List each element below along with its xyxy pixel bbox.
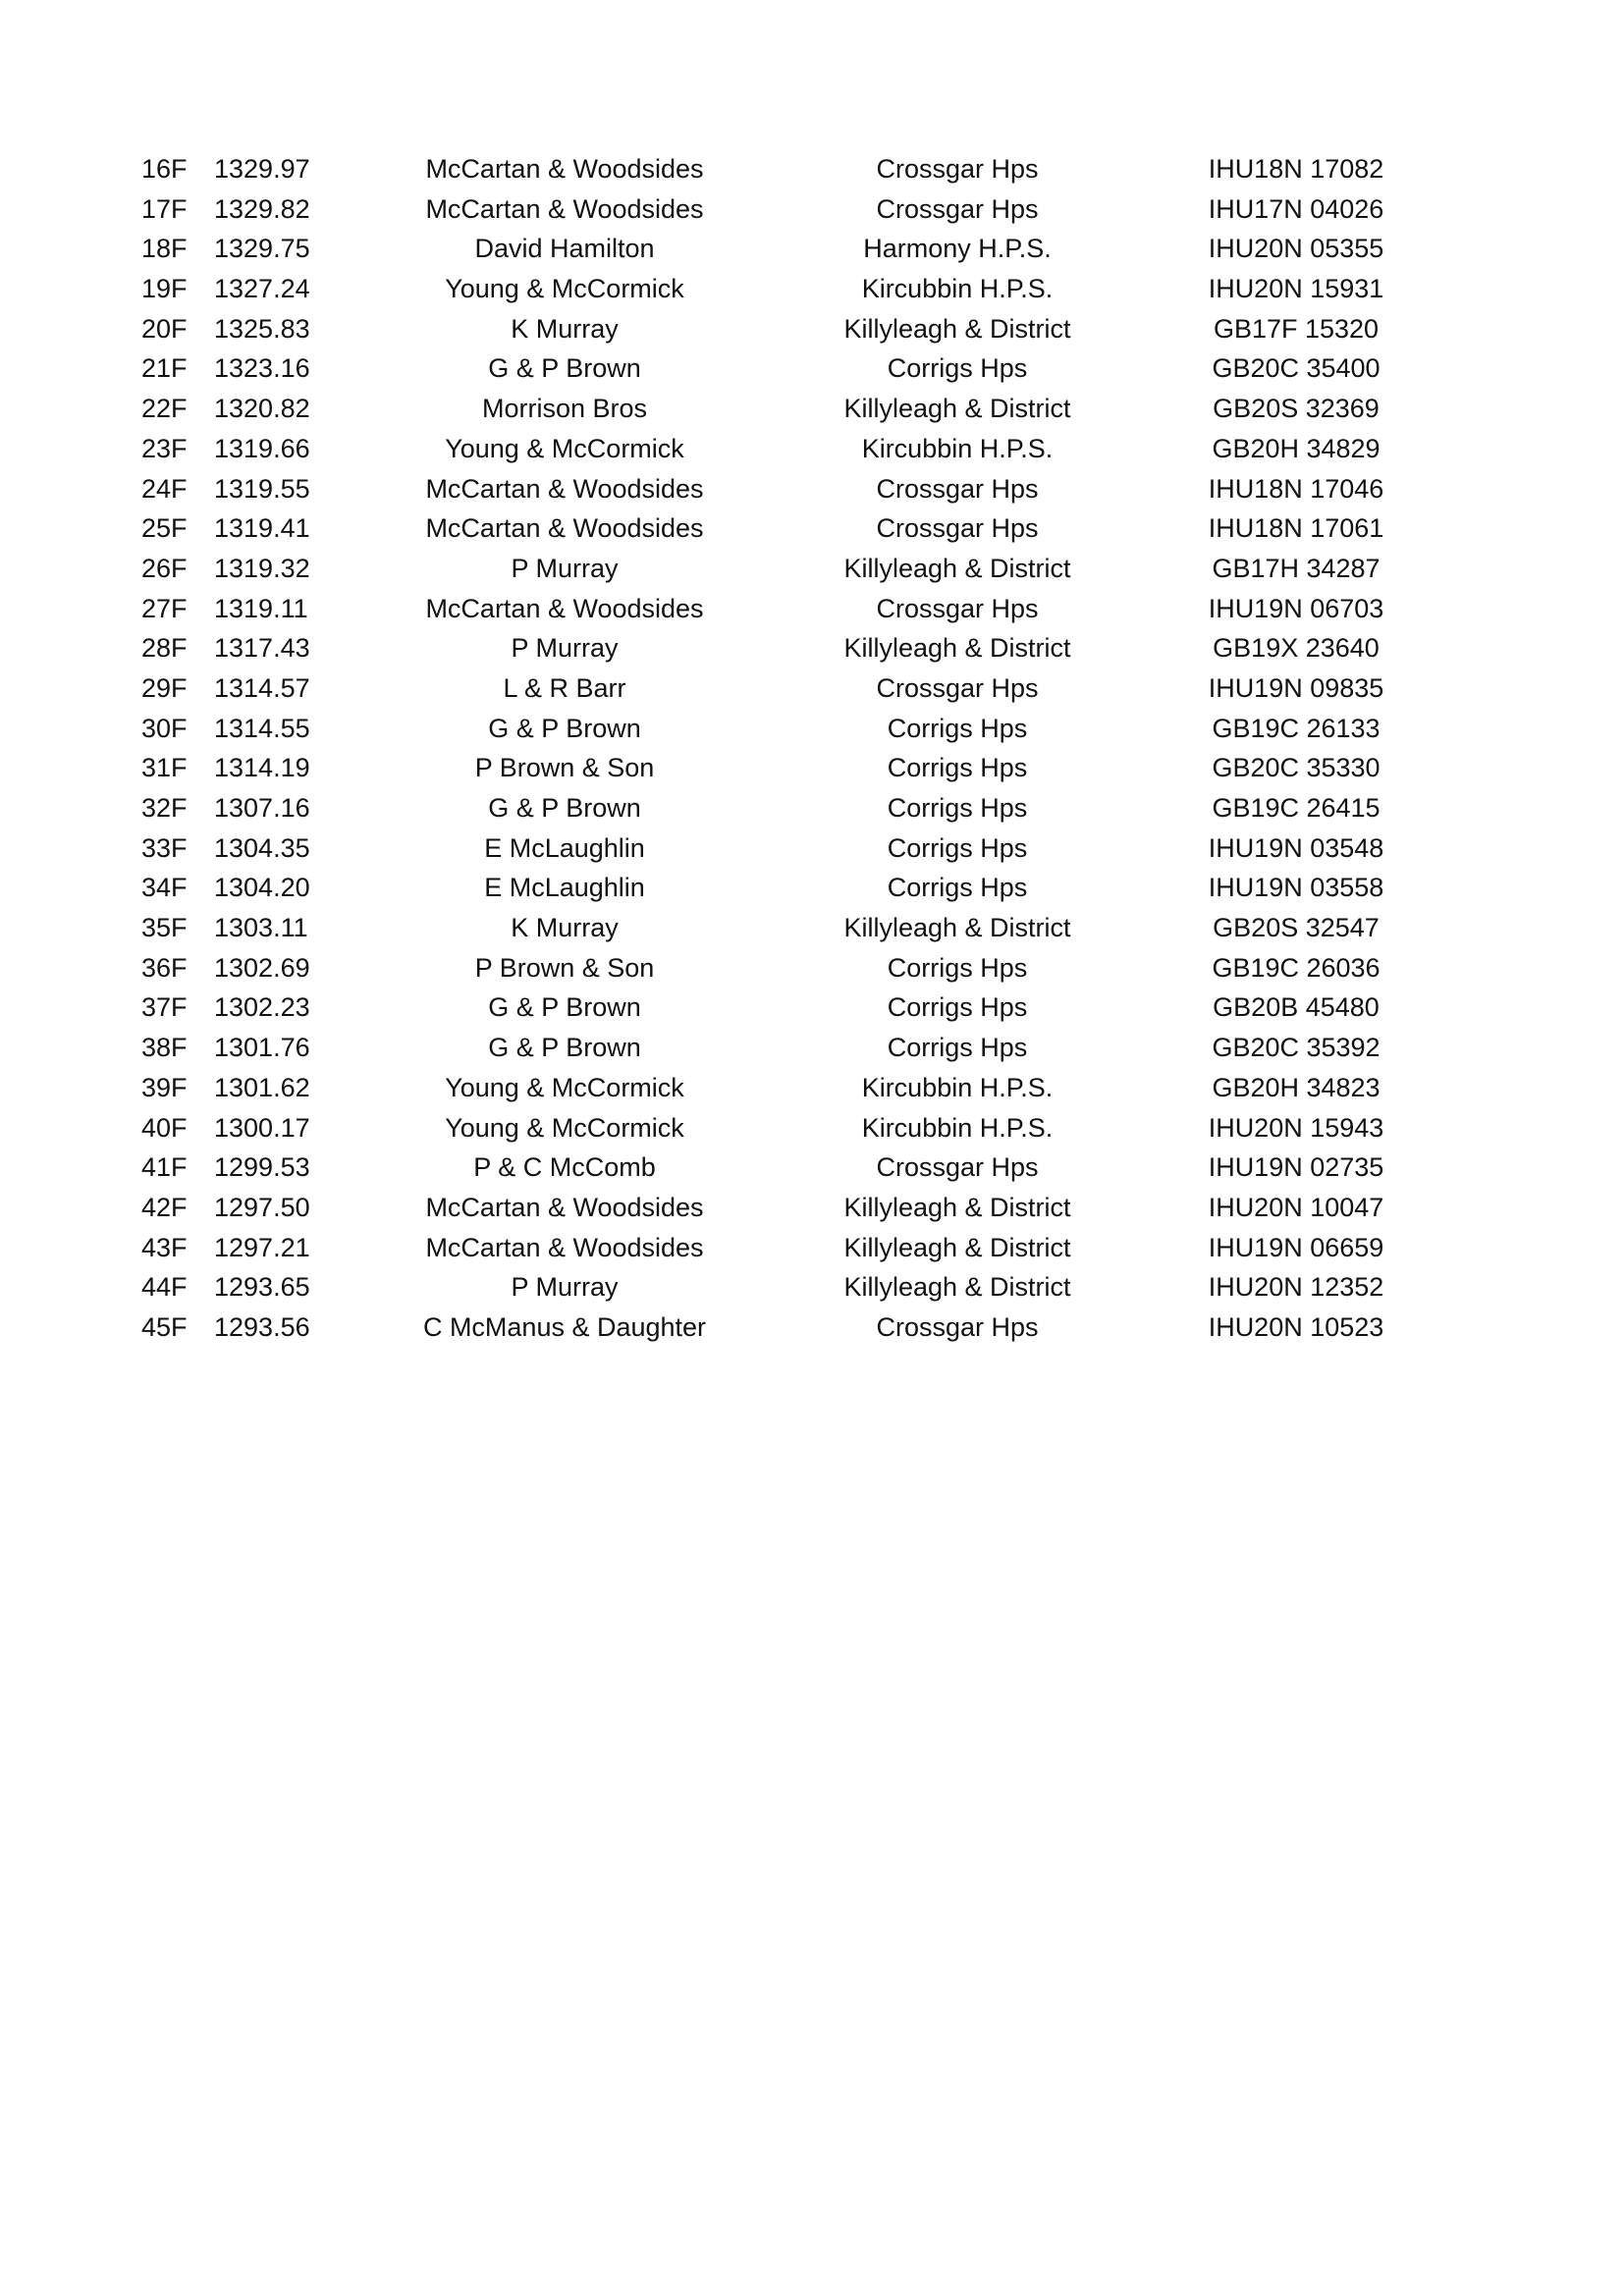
ring-number-cell: GB20S 32369 bbox=[1213, 394, 1380, 424]
table-row bbox=[128, 868, 1384, 908]
velocity-cell: 1304.35 bbox=[214, 832, 310, 863]
position-cell: 23F bbox=[141, 433, 188, 463]
position-cell: 21F bbox=[141, 353, 188, 384]
velocity-cell: 1319.32 bbox=[214, 553, 310, 583]
ring-number-cell: IHU19N 03558 bbox=[1208, 873, 1384, 903]
club-cell: Corrigs Hps bbox=[887, 793, 1028, 823]
velocity-cell: 1319.55 bbox=[214, 473, 310, 504]
velocity-cell: 1327.24 bbox=[214, 274, 310, 304]
table-row bbox=[128, 668, 1384, 709]
table-row bbox=[128, 589, 1384, 629]
velocity-cell: 1325.83 bbox=[214, 313, 310, 344]
club-cell: Corrigs Hps bbox=[887, 873, 1028, 903]
position-cell: 24F bbox=[141, 473, 188, 504]
ring-number-cell: GB20C 35330 bbox=[1212, 753, 1380, 783]
velocity-cell: 1301.62 bbox=[214, 1072, 310, 1102]
fancier-name-cell: David Hamilton bbox=[474, 234, 655, 264]
club-cell: Corrigs Hps bbox=[887, 832, 1028, 863]
table-row bbox=[128, 1188, 1384, 1228]
velocity-cell: 1299.53 bbox=[214, 1152, 310, 1183]
table-row bbox=[128, 149, 1384, 189]
ring-number-cell: GB19C 26415 bbox=[1212, 793, 1380, 823]
velocity-cell: 1329.75 bbox=[214, 234, 310, 264]
club-cell: Kircubbin H.P.S. bbox=[861, 1072, 1054, 1102]
club-cell: Crossgar Hps bbox=[876, 672, 1039, 703]
ring-number-cell: IHU18N 17061 bbox=[1208, 513, 1384, 544]
table-row bbox=[128, 1267, 1384, 1308]
fancier-name-cell: Morrison Bros bbox=[481, 394, 648, 424]
club-cell: Crossgar Hps bbox=[876, 193, 1039, 224]
fancier-name-cell: C McManus & Daughter bbox=[422, 1311, 707, 1342]
position-cell: 28F bbox=[141, 633, 188, 664]
fancier-name-cell: P Brown & Son bbox=[474, 952, 655, 983]
fancier-name-cell: G & P Brown bbox=[488, 353, 641, 384]
position-cell: 43F bbox=[141, 1232, 188, 1262]
fancier-name-cell: G & P Brown bbox=[488, 793, 641, 823]
fancier-name-cell: P Murray bbox=[511, 1272, 619, 1303]
club-cell: Kircubbin H.P.S. bbox=[861, 433, 1054, 463]
ring-number-cell: GB17F 15320 bbox=[1213, 313, 1380, 344]
position-cell: 39F bbox=[141, 1072, 188, 1102]
fancier-name-cell: P & C McComb bbox=[473, 1152, 656, 1183]
fancier-name-cell: K Murray bbox=[511, 913, 619, 943]
position-cell: 35F bbox=[141, 913, 188, 943]
velocity-cell: 1303.11 bbox=[214, 913, 308, 943]
velocity-cell: 1293.65 bbox=[214, 1272, 310, 1303]
velocity-cell: 1302.23 bbox=[214, 992, 310, 1023]
velocity-cell: 1314.19 bbox=[214, 753, 310, 783]
position-cell: 27F bbox=[141, 593, 188, 623]
fancier-name-cell: McCartan & Woodsides bbox=[425, 593, 704, 623]
velocity-cell: 1300.17 bbox=[214, 1112, 310, 1143]
position-cell: 29F bbox=[141, 672, 188, 703]
position-cell: 38F bbox=[141, 1033, 188, 1063]
table-row bbox=[128, 1108, 1384, 1148]
velocity-cell: 1320.82 bbox=[214, 394, 310, 424]
fancier-name-cell: G & P Brown bbox=[488, 713, 641, 743]
velocity-cell: 1307.16 bbox=[214, 793, 310, 823]
position-cell: 20F bbox=[141, 313, 188, 344]
ring-number-cell: IHU19N 06659 bbox=[1208, 1232, 1384, 1262]
fancier-name-cell: E McLaughlin bbox=[484, 832, 645, 863]
table-row bbox=[128, 948, 1380, 988]
fancier-name-cell: P Murray bbox=[511, 553, 619, 583]
table-row bbox=[128, 508, 1384, 549]
ring-number-cell: IHU20N 12352 bbox=[1208, 1272, 1384, 1303]
table-row bbox=[128, 1068, 1380, 1108]
club-cell: Corrigs Hps bbox=[887, 713, 1028, 743]
ring-number-cell: GB20C 35400 bbox=[1212, 353, 1380, 384]
table-row bbox=[128, 1308, 1384, 1348]
position-cell: 16F bbox=[141, 154, 188, 184]
position-cell: 31F bbox=[141, 753, 188, 783]
position-cell: 30F bbox=[141, 713, 188, 743]
velocity-cell: 1319.41 bbox=[214, 513, 310, 544]
table-row bbox=[128, 389, 1380, 429]
position-cell: 34F bbox=[141, 873, 188, 903]
club-cell: Corrigs Hps bbox=[887, 952, 1028, 983]
ring-number-cell: GB19C 26036 bbox=[1212, 952, 1380, 983]
velocity-cell: 1319.11 bbox=[214, 593, 308, 623]
club-cell: Killyleagh & District bbox=[843, 1232, 1071, 1262]
table-row bbox=[128, 549, 1380, 589]
club-cell: Crossgar Hps bbox=[876, 513, 1039, 544]
position-cell: 22F bbox=[141, 394, 188, 424]
club-cell: Killyleagh & District bbox=[843, 1192, 1071, 1222]
table-row bbox=[128, 908, 1380, 948]
position-cell: 18F bbox=[141, 234, 188, 264]
table-row bbox=[128, 429, 1380, 469]
results-table bbox=[128, 149, 1384, 1348]
table-row bbox=[128, 828, 1384, 869]
velocity-cell: 1314.57 bbox=[214, 672, 310, 703]
position-cell: 19F bbox=[141, 274, 188, 304]
position-cell: 40F bbox=[141, 1112, 188, 1143]
ring-number-cell: IHU19N 06703 bbox=[1208, 593, 1384, 623]
club-cell: Corrigs Hps bbox=[887, 1033, 1028, 1063]
fancier-name-cell: McCartan & Woodsides bbox=[425, 513, 704, 544]
velocity-cell: 1297.50 bbox=[214, 1192, 310, 1222]
velocity-cell: 1302.69 bbox=[214, 952, 310, 983]
club-cell: Kircubbin H.P.S. bbox=[861, 274, 1054, 304]
position-cell: 32F bbox=[141, 793, 188, 823]
ring-number-cell: IHU18N 17046 bbox=[1208, 473, 1384, 504]
fancier-name-cell: Young & McCormick bbox=[445, 274, 684, 304]
ring-number-cell: IHU18N 17082 bbox=[1208, 154, 1384, 184]
fancier-name-cell: McCartan & Woodsides bbox=[425, 473, 704, 504]
ring-number-cell: GB19X 23640 bbox=[1213, 633, 1380, 664]
fancier-name-cell: McCartan & Woodsides bbox=[425, 193, 704, 224]
position-cell: 37F bbox=[141, 992, 188, 1023]
table-row bbox=[128, 1228, 1384, 1268]
club-cell: Crossgar Hps bbox=[876, 1311, 1039, 1342]
club-cell: Corrigs Hps bbox=[887, 992, 1028, 1023]
club-cell: Killyleagh & District bbox=[843, 1272, 1071, 1303]
club-cell: Killyleagh & District bbox=[843, 913, 1071, 943]
ring-number-cell: IHU20N 15931 bbox=[1208, 274, 1384, 304]
club-cell: Killyleagh & District bbox=[843, 394, 1071, 424]
fancier-name-cell: G & P Brown bbox=[488, 1033, 641, 1063]
table-row bbox=[128, 709, 1380, 749]
position-cell: 44F bbox=[141, 1272, 188, 1303]
table-row bbox=[128, 628, 1380, 668]
fancier-name-cell: McCartan & Woodsides bbox=[425, 1192, 704, 1222]
velocity-cell: 1323.16 bbox=[214, 353, 310, 384]
fancier-name-cell: L & R Barr bbox=[503, 672, 626, 703]
velocity-cell: 1314.55 bbox=[214, 713, 310, 743]
fancier-name-cell: G & P Brown bbox=[488, 992, 641, 1023]
ring-number-cell: IHU20N 05355 bbox=[1208, 234, 1384, 264]
position-cell: 45F bbox=[141, 1311, 188, 1342]
ring-number-cell: GB20C 35392 bbox=[1212, 1033, 1380, 1063]
club-cell: Crossgar Hps bbox=[876, 1152, 1039, 1183]
fancier-name-cell: Young & McCormick bbox=[445, 1072, 684, 1102]
velocity-cell: 1304.20 bbox=[214, 873, 310, 903]
table-row bbox=[128, 229, 1384, 269]
fancier-name-cell: E McLaughlin bbox=[484, 873, 645, 903]
velocity-cell: 1329.97 bbox=[214, 154, 310, 184]
fancier-name-cell: Young & McCormick bbox=[445, 1112, 684, 1143]
position-cell: 17F bbox=[141, 193, 188, 224]
club-cell: Corrigs Hps bbox=[887, 353, 1028, 384]
club-cell: Killyleagh & District bbox=[843, 313, 1071, 344]
velocity-cell: 1329.82 bbox=[214, 193, 310, 224]
fancier-name-cell: P Brown & Son bbox=[474, 753, 655, 783]
ring-number-cell: IHU19N 02735 bbox=[1208, 1152, 1384, 1183]
table-row bbox=[128, 788, 1380, 828]
club-cell: Kircubbin H.P.S. bbox=[861, 1112, 1054, 1143]
ring-number-cell: GB19C 26133 bbox=[1212, 713, 1380, 743]
table-row bbox=[128, 469, 1384, 509]
ring-number-cell: IHU19N 09835 bbox=[1208, 672, 1384, 703]
ring-number-cell: IHU20N 10523 bbox=[1208, 1311, 1384, 1342]
position-cell: 41F bbox=[141, 1152, 188, 1183]
velocity-cell: 1317.43 bbox=[214, 633, 310, 664]
ring-number-cell: GB20H 34829 bbox=[1212, 433, 1380, 463]
ring-number-cell: IHU20N 15943 bbox=[1208, 1112, 1384, 1143]
velocity-cell: 1301.76 bbox=[214, 1033, 310, 1063]
table-row bbox=[128, 348, 1380, 389]
position-cell: 26F bbox=[141, 553, 188, 583]
fancier-name-cell: P Murray bbox=[511, 633, 619, 664]
club-cell: Killyleagh & District bbox=[843, 553, 1071, 583]
ring-number-cell: GB20B 45480 bbox=[1213, 992, 1380, 1023]
position-cell: 42F bbox=[141, 1192, 188, 1222]
ring-number-cell: IHU19N 03548 bbox=[1208, 832, 1384, 863]
club-cell: Crossgar Hps bbox=[876, 154, 1039, 184]
club-cell: Crossgar Hps bbox=[876, 593, 1039, 623]
velocity-cell: 1297.21 bbox=[214, 1232, 310, 1262]
table-row bbox=[128, 1148, 1384, 1188]
table-row bbox=[128, 269, 1384, 309]
club-cell: Crossgar Hps bbox=[876, 473, 1039, 504]
fancier-name-cell: McCartan & Woodsides bbox=[425, 1232, 704, 1262]
position-cell: 25F bbox=[141, 513, 188, 544]
fancier-name-cell: McCartan & Woodsides bbox=[425, 154, 704, 184]
position-cell: 33F bbox=[141, 832, 188, 863]
table-row bbox=[128, 1028, 1380, 1068]
ring-number-cell: IHU20N 10047 bbox=[1208, 1192, 1384, 1222]
club-cell: Harmony H.P.S. bbox=[863, 234, 1052, 264]
position-cell: 36F bbox=[141, 952, 188, 983]
ring-number-cell: GB20S 32547 bbox=[1213, 913, 1380, 943]
velocity-cell: 1319.66 bbox=[214, 433, 310, 463]
table-row bbox=[128, 309, 1380, 349]
fancier-name-cell: Young & McCormick bbox=[445, 433, 684, 463]
velocity-cell: 1293.56 bbox=[214, 1311, 310, 1342]
table-row bbox=[128, 189, 1384, 230]
ring-number-cell: GB17H 34287 bbox=[1212, 553, 1380, 583]
fancier-name-cell: K Murray bbox=[511, 313, 619, 344]
ring-number-cell: IHU17N 04026 bbox=[1208, 193, 1384, 224]
table-row bbox=[128, 748, 1380, 788]
club-cell: Killyleagh & District bbox=[843, 633, 1071, 664]
ring-number-cell: GB20H 34823 bbox=[1212, 1072, 1380, 1102]
club-cell: Corrigs Hps bbox=[887, 753, 1028, 783]
table-row bbox=[128, 988, 1380, 1028]
